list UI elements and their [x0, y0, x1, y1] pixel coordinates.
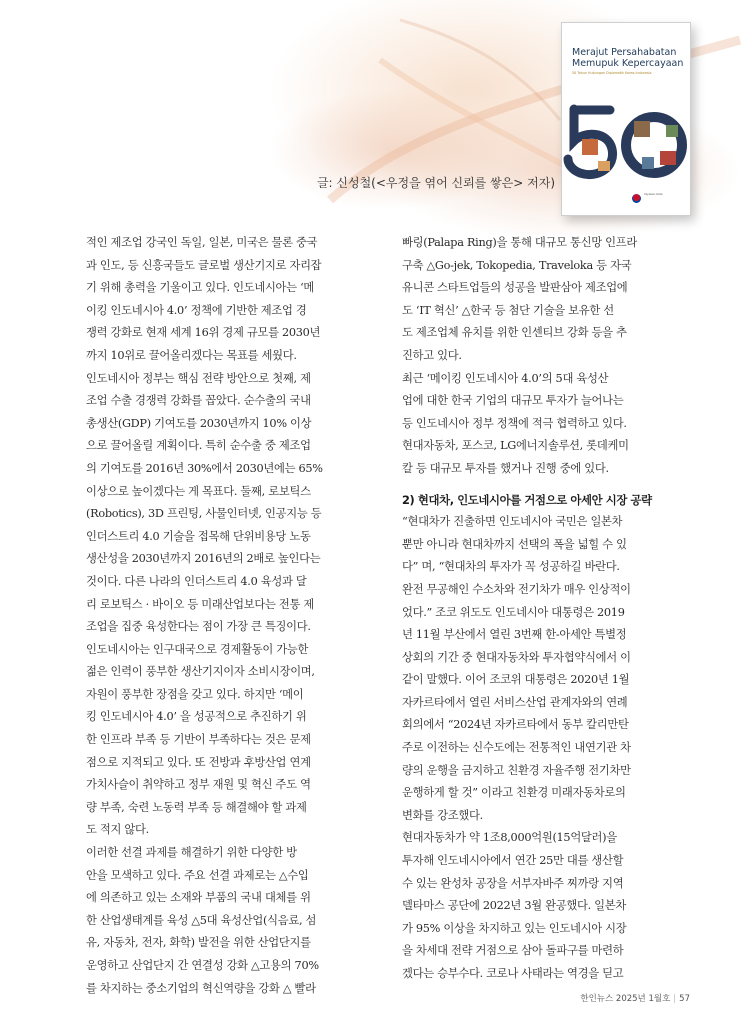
paragraph: 이러한 선결 과제를 해결하기 위한 다양한 방 안을 모색하고 있다. 주요 선결 과제로는 △수입 에 의존하고 있는 소재와 부품의 국내 대체를 위 한 산업생태계를 육성 △5대 육성산업(식음료, 섬 유, 자동차, 전자, 화학) 발전을 위한 산업단지를 운영하고 산업단지 간 연결성 강화 △고용의 70% 를 차지하는 중소기업의 혁신역량을 강화 △ 빨라 [86, 846, 319, 995]
publisher-logo: Yayasan Kota [644, 192, 663, 196]
paragraph: 빠링(Palapa Ring)을 통해 대규모 통신망 인프라 구축 △Go-jek, Tokopedia, Traveloka 등 자국 유니콘 스타트업들의 성공을 발판삼아 제조업에 도 ‘IT 혁신’ △한국 등 첨단 기술을 보유한 선 도 제조업체 유치를 위한 인센티브 강화 등을 추 진하고 있다. [402, 236, 638, 362]
paragraph: “현대차가 진출하면 인도네시아 국민은 일본차 뿐만 아니라 현대차까지 선택의 폭을 넓힐 수 있 다” 며, “현대차의 투자가 꼭 성공하길 바란다. 완전 무공해인 수소차와 전기차가 매우 인상적이 었다.” 조코 위도도 인도네시아 대통령은 2019 년 11월 부산에서 열린 3번째 한-아세안 특별정 상회의 기간 중 현대자동차와 투자협약식에서 이 같이 말했다. 이어 조코위 대통령은 2020년 1월 자카르타에서 열린 서비스산업 관계자와의 연례 회의에서 “2024년 자카르타에서 동부 칼리만탄 주로 이전하는 신수도에는 전통적인 내연기관 차 량의 운행을 금지하고 친환경 자율주행 전기차만 운행하게 할 것” 이라고 친환경 미래자동차로의 변화를 강조했다. [402, 515, 631, 822]
right-column [402, 232, 692, 986]
book-cover-image [561, 22, 691, 216]
left-column [86, 232, 376, 1000]
paragraph: 현대자동차가 약 1조8,000억원(15억달러)을 투자해 인도네시아에서 연간 25만 대를 생산할 수 있는 완성차 공장을 서부자바주 찌까랑 지역 델타마스 공단에 2022년 3월 완공했다. 일본차 가 95% 이상을 차지하고 있는 인도네시아 시장 을 차세대 전략 거점으로 삼아 돌파구를 마련하 겠다는 승부수다. 코로나 사태라는 역경을 딛고 [402, 831, 627, 980]
footer-separator: | [673, 994, 677, 1004]
section-heading: 2) 현대차, 인도네시아를 거점으로 아세안 시장 공략 [402, 492, 652, 507]
publication-name: 한인뉴스 2025년 1월호 [580, 994, 671, 1004]
page-number: 57 [679, 994, 690, 1004]
book-cover-fifty-graphic [562, 101, 690, 183]
paragraph: 적인 제조업 강국인 독일, 일본, 미국은 물론 중국 과 인도, 등 신흥국들도 글로벌 생산기지로 자리잡 기 위해 총력을 기울이고 있다. 인도네시아는 ‘메 이킹 인도네시아 4.0’ 정책에 기반한 제조업 경 쟁력 강화로 현재 세계 16위 경제 규모를 2030년 까지 10위로 끌어올리겠다는 목표를 세웠다. [86, 236, 322, 362]
korea-emblem-icon [632, 194, 641, 203]
article-byline: 글: 신성철(<우정을 엮어 신뢰를 쌓은> 저자) [316, 176, 555, 190]
paragraph: 인도네시아는 인구대국으로 경제활동이 가능한 젊은 인력이 풍부한 생산기지이자 소비시장이며, 자원이 풍부한 장점을 갖고 있다. 하지만 ‘메이 킹 인도네시아 4.0’ 을 성공적으로 추진하기 위 한 인프라 부족 등 기반이 부족하다는 것은 문제 점으로 지적되고 있다. 또 전방과 후방산업 연계 가치사슬이 취약하고 정부 재원 및 혁신 주도 역 량 부족, 숙련 노동력 부족 등 해결해야 할 과제 도 적지 않다. [86, 642, 315, 837]
paragraph: 최근 ‘메이킹 인도네시아 4.0’의 5대 육성산 업에 대한 한국 기업의 대규모 투자가 늘어나는 등 인도네시아 정부 정책에 적극 협력하고 있다. 현대자동차, 포스코, LG에너지솔루션, 롯데케미 칼 등 대규모 투자를 했거나 진행 중에 있다. [402, 371, 629, 475]
book-cover-subtitle: 50 Tahun Hubungan Diplomatik Korea-Indonesia [572, 71, 652, 75]
page-footer [540, 992, 690, 1004]
paragraph: 인도네시아 정부는 핵심 전략 방안으로 첫째, 제 조업 수출 경쟁력 강화를 꼽았다. 순수출의 국내 총생산(GDP) 기여도를 2030년까지 10% 이상 으로 끌어올릴 계획이다. 특히 순수출 중 제조업 의 기여도를 2016년 30%에서 2030년에는 65% 이상으로 높이겠다는 게 목표다. 둘째, 로보틱스 (Robotics), 3D 프린팅, 사물인터넷, 인공지능 등 인더스트리 4.0 기술을 접목해 단위비용당 노동 생산성을 2030년까지 2016년의 2배로 높인다는 것이다. 다른 나라의 인더스트리 4.0 육성과 달 리 로보틱스 · 바이오 등 미래산업보다는 전통 제 조업을 집중 육성한다는 점이 가장 큰 특징이다. [86, 371, 323, 634]
book-cover-title: Merajut Persahabatan Memupuk Kepercayaan [572, 47, 684, 69]
